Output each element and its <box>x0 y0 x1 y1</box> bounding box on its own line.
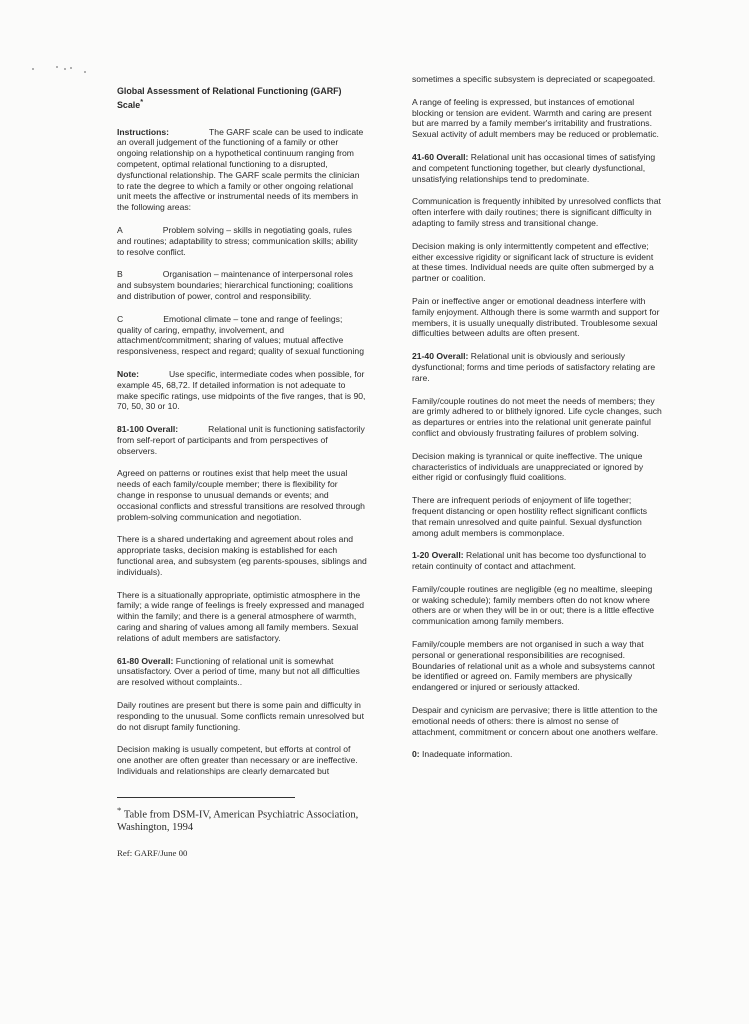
range-1-20-para-3: Despair and cynicism are pervasive; there is little attention to the emotional needs of others: there is almost no sense of attachment, commitment or concern about one anothers welfare. <box>412 705 659 737</box>
area-c: C Emotional climate – tone and range of feelings; quality of caring, empathy, involvement, and attachment/commitment; sharing of values; mutual affective responsiveness, respect and regard; quality of sexual functioning <box>117 313 364 357</box>
range-41-60-para-3: Pain or ineffective anger or emotional deadness interfere with family enjoyment. Although there is some warmth and support for members, it is usually unequally distributed. Troublesome sexual difficulties between adults are often present. <box>412 295 660 339</box>
range-1-20-para-1: Family/couple routines are negligible (eg no mealtime, sleeping or waking schedule); family members often do not know where others are or when they will be in or out; there is a little effective communication among family members. <box>412 583 655 627</box>
range-61-80-para-1: Daily routines are present but there is some pain and difficulty in responding to the unusual. Some conflicts remain unresolved but do not disrupt family functioning. <box>117 700 364 732</box>
left-column <box>117 86 367 859</box>
range-81-100-heading: 81-100 Overall: Relational unit is functioning satisfactorily from self-report of participants and from perspectives of observers. <box>117 424 365 456</box>
range-41-60-heading: 41-60 Overall: Relational unit has occasional times of satisfying and competent functioning together, but clearly dysfunctional, unsatisfying relationships tend to predominate. <box>412 151 656 184</box>
area-b: B Organisation – maintenance of interpersonal roles and subsystem boundaries; hierarchical functioning; coalitions and distribution of power, control and responsibility. <box>117 269 353 301</box>
range-61-80-para-2: Decision making is usually competent, but efforts at control of one another are often greater than necessary or are ineffective. Individuals and relationships are clearly demarcated but <box>117 744 358 777</box>
range-41-60-para-1: Communication is frequently inhibited by unresolved conflicts that often interfere with daily routines; there is significant difficulty in adapting to family stress and transitional change. <box>412 196 661 228</box>
range-21-40-heading: 21-40 Overall: Relational unit is obviously and seriously dysfunctional; forms and time periods of satisfactory relating are rare. <box>412 351 656 383</box>
range-61-80-para-3: A range of feeling is expressed, but instances of emotional blocking or tension are evident. Warmth and caring are present but are marred by a family member's irritability and frustrations. Sexual activity of adult members may be reduced or problematic. <box>412 96 659 140</box>
note: Note: Use specific, intermediate codes when possible, for example 45, 68,72. If detailed information is not adequate to make specific ratings, use midpoints of the five ranges, that is 90, 70, 50, 30 or 10. <box>117 368 366 412</box>
range-81-100-para-2: There is a shared undertaking and agreement about roles and appropriate tasks, decision making is established for each functional area, and subsystem (eg parents-spouses, siblings and individuals). <box>117 534 367 577</box>
document-reference: Ref: GARF/June 00 <box>117 848 188 859</box>
instructions: Instructions: The GARF scale can be used to indicate an overall judgement of the functioning of a family or other ongoing relationship on a hypothetical continuum ranging from competent, optimal relational functioning to a disrupted, dysfunctional relationship. The GARF scale permits the clinician to rate the degree to which a family or other ongoing relational unit meets the affective or instrumental needs of its members in the following areas: <box>117 126 364 213</box>
range-21-40-para-1: Family/couple routines do not meet the needs of members; they are grimly adhered to or blithely ignored. Life cycle changes, such as departures or entries into the relational unit generate painful conflict and obviously frustrating failures of problem solving. <box>412 395 662 438</box>
range-61-80-para-2-continued: sometimes a specific subsystem is depreciated or scapegoated. <box>412 74 656 84</box>
document-title: Global Assessment of Relational Functioning (GARF) Scale* <box>117 86 342 110</box>
range-61-80-heading: 61-80 Overall: Functioning of relational unit is somewhat unsatisfactory. Over a period of time, many but not all difficulties are resolved without complaints.. <box>117 655 360 688</box>
area-a: A Problem solving – skills in negotiating goals, rules and routines; adaptability to stress; communication skills; ability to resolve conflict. <box>117 224 358 257</box>
range-81-100-para-1: Agreed on patterns or routines exist that help meet the usual needs of each family/couple member; there is flexibility for change in response to unusual demands or events; and occasional conflicts and stressful transitions are resolved through problem-solving communication and negotiation. <box>117 468 365 522</box>
scan-mark <box>30 62 90 74</box>
range-1-20-heading: 1-20 Overall: Relational unit has become too dysfunctional to retain continuity of contact and attachment. <box>412 550 647 572</box>
range-41-60-para-2: Decision making is only intermittently competent and effective; either excessive rigidity or significant lack of structure is evident at these times. Individual needs are quite often submerged by a partner or coalition. <box>412 240 654 284</box>
range-1-20-para-2: Family/couple members are not organised in such a way that personal or generational responsibilities are recognised. Boundaries of relational unit as a whole and subsystems cannot be identified or agreed on. Family members are physically endangered or injured or seriously attacked. <box>412 639 655 693</box>
range-0-heading: 0: Inadequate information. <box>412 749 513 760</box>
range-21-40-para-2: Decision making is tyrannical or quite ineffective. The unique characteristics of individuals are unappreciated or ignored by either rigid or confusingly fluid coalitions. <box>412 450 644 483</box>
footnote: * Table from DSM-IV, American Psychiatric Association, Washington, 1994 <box>117 804 359 834</box>
range-21-40-para-3: There are infrequent periods of enjoyment of life together; frequent distancing or open hostility reflect significant conflicts that remain unresolved and quite painful. Sexual dysfunction among adult members is commonplace. <box>412 495 648 538</box>
footnote-divider <box>117 797 295 798</box>
right-column <box>412 74 662 772</box>
range-81-100-para-3: There is a situationally appropriate, optimistic atmosphere in the family; a wide range of feelings is freely expressed and managed within the family; and there is a general atmosphere of warmth, caring and sharing of values among all family members. Sexual relations of adult members are satisfactory. <box>117 589 364 643</box>
